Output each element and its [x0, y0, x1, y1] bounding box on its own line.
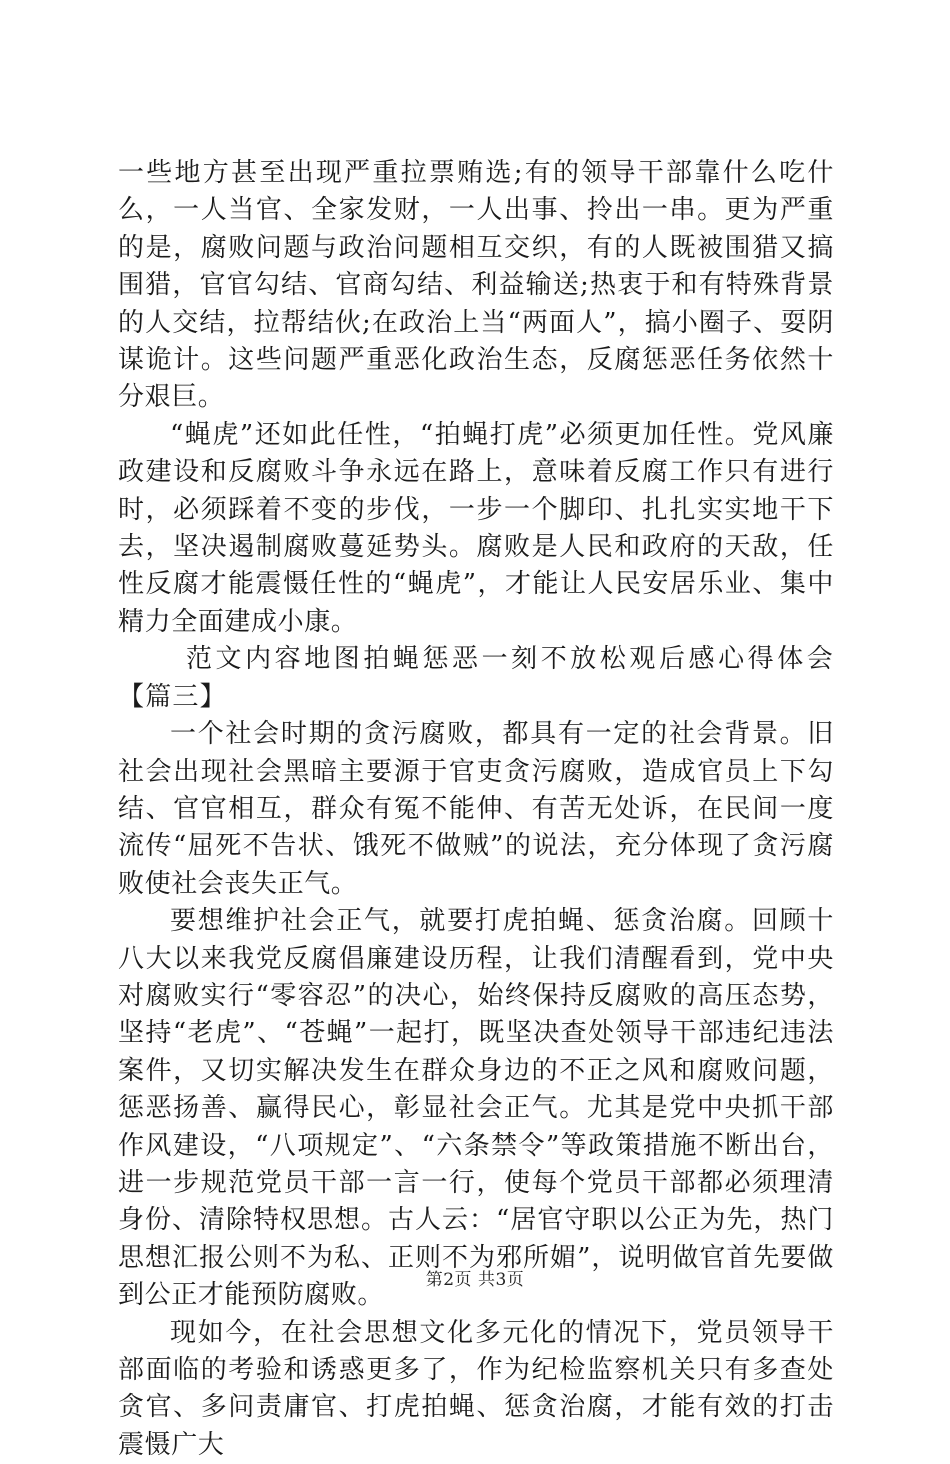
paragraph: 要想维护社会正气，就要打虎拍蝇、惩贪治腐。回顾十八大以来我党反腐倡廉建设历程，让我们清醒看到，党中央对腐败实行“零容忍”的决心，始终保持反腐败的高压态势，坚持“老虎”、“苍蝇”一起打，既坚决查处领导干部违纪违法案件，又切实解决发生在群众身边的不正之风和腐败问题，惩恶扬善、赢得民心，彰显社会正气。尤其是党中央抓干部作风建设，“八项规定”、“六条禁令”等政策措施不断出台，进一步规范党员干部一言一行，使每个党员干部都必须理清身份、清除特权思想。古人云：“居官守职以公正为先，热门思想汇报公则不为私、正则不为邪所媚”，说明做官首先要做到公正才能预防腐败。: [118, 906, 834, 1311]
page-number-footer: 第2页 共3页: [425, 1270, 525, 1290]
paragraph: 一些地方甚至出现严重拉票贿选;有的领导干部靠什么吃什么，一人当官、全家发财，一人出事、拎出一串。更为严重的是，腐败问题与政治问题相互交织，有的人既被围猎又搞围猎，官官勾结、官商勾结、利益输送;热衷于和有特殊背景的人交结，拉帮结伙;在政治上当“两面人”，搞小圈子、耍阴谋诡计。这些问题严重恶化政治生态，反腐惩恶任务依然十分艰巨。: [118, 158, 834, 413]
paragraph: 一个社会时期的贪污腐败，都具有一定的社会背景。旧社会出现社会黑暗主要源于官吏贪污腐败，造成官员上下勾结、官官相互，群众有冤不能伸、有苦无处诉，在民间一度流传“屈死不告状、饿死不做贼”的说法，充分体现了贪污腐败使社会丧失正气。: [118, 719, 834, 899]
paragraph: “蝇虎”还如此任性，“拍蝇打虎”必须更加任性。党风廉政建设和反腐败斗争永远在路上，意味着反腐工作只有进行时，必须踩着不变的步伐，一步一个脚印、扎扎实实地干下去，坚决遏制腐败蔓延势头。腐败是人民和政府的天敌，任性反腐才能震慑任性的“蝇虎”，才能让人民安居乐业、集中精力全面建成小康。: [118, 419, 834, 637]
section-heading: 范文内容地图拍蝇惩恶一刻不放松观后感心得体会【篇三】: [118, 644, 834, 712]
paragraph: 现如今，在社会思想文化多元化的情况下，党员领导干部面临的考验和诱惑更多了，作为纪检监察机关只有多查处贪官、多问责庸官、打虎拍蝇、惩贪治腐，才能有效的打击震慑广大: [118, 1317, 834, 1460]
